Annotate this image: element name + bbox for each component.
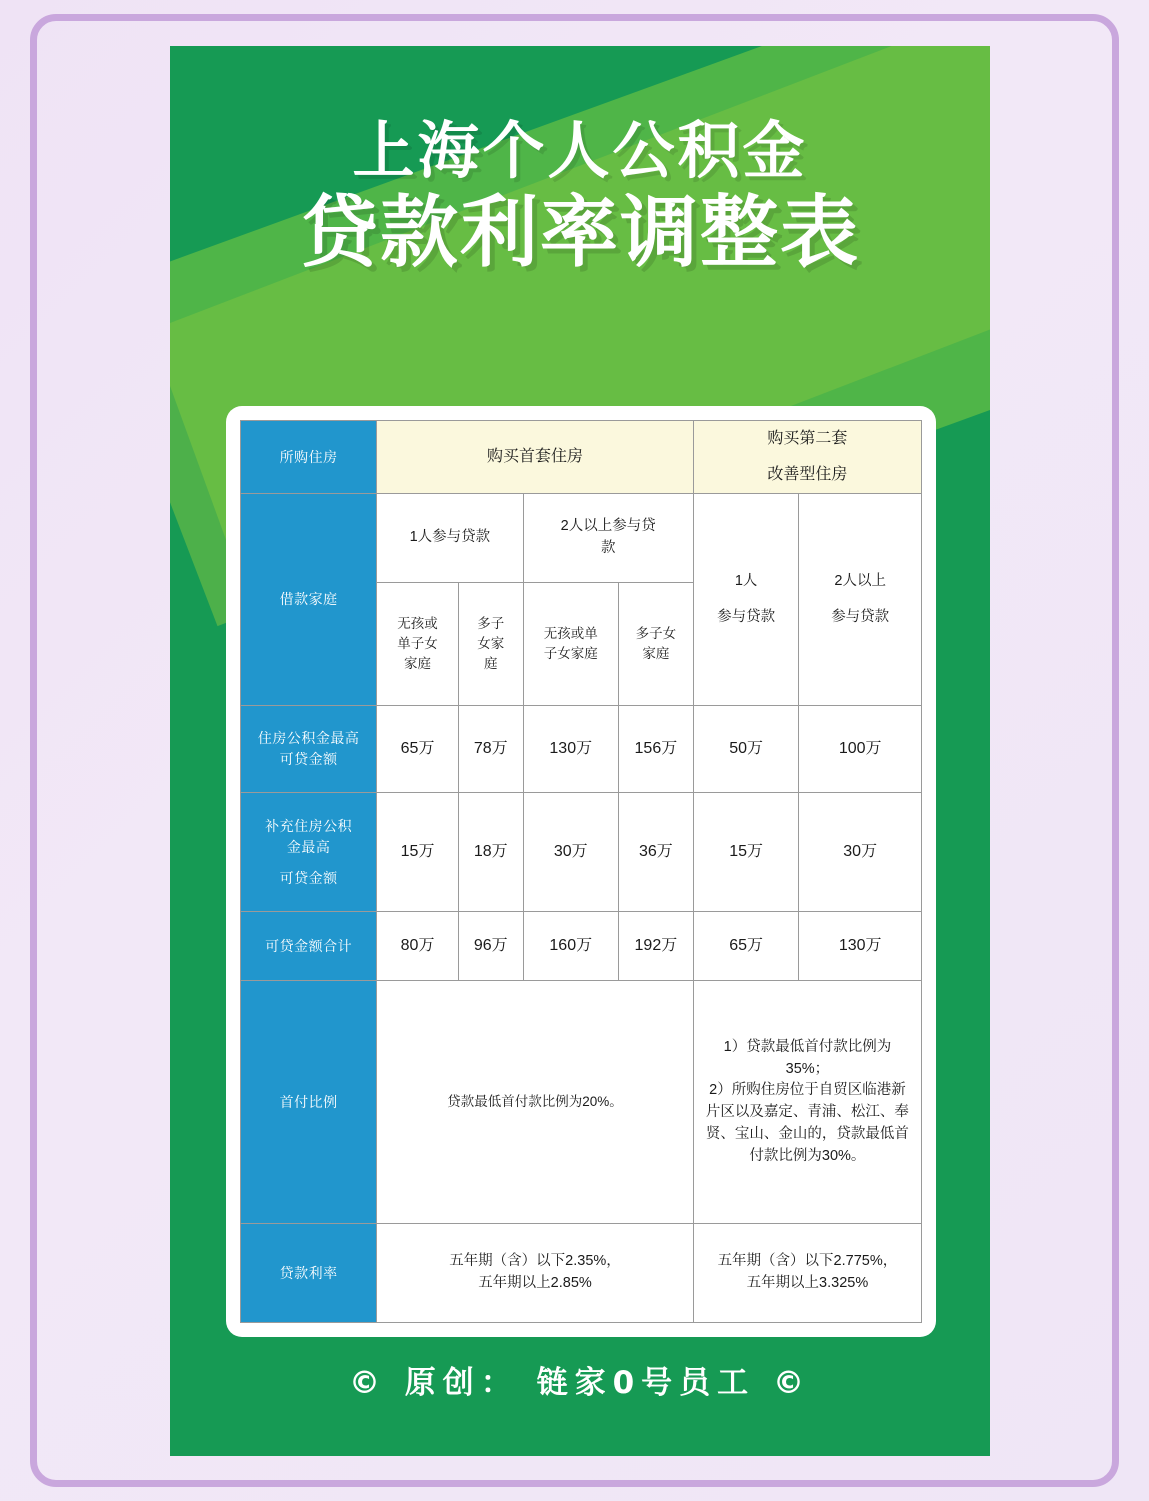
cell-supplement-2: 30万 xyxy=(523,793,618,912)
group-second-one-person xyxy=(693,494,799,706)
cell-down-payment-first: 贷款最低首付款比例为20%。 xyxy=(377,981,694,1224)
group-second-two-line2: 参与贷款 xyxy=(831,608,890,625)
subheader-c2-line1: 多子 xyxy=(477,615,505,631)
cell-total-0: 80万 xyxy=(377,912,459,981)
subheader-multi-child-2p xyxy=(618,583,693,706)
credit-line: © 原创： 链家0号员工 © xyxy=(349,1365,811,1401)
cell-down-payment-second xyxy=(693,981,921,1224)
subheader-multi-child xyxy=(458,583,523,706)
cell-rate-second xyxy=(693,1224,921,1323)
rate-second-line1: 五年期（含）以下2.775%， xyxy=(717,1253,898,1270)
down-payment-second-line5: 贤、宝山、金山的，贷款最低首 xyxy=(705,1125,909,1142)
rate-first-line1: 五年期（含）以下2.35%， xyxy=(449,1253,621,1270)
cell-rate-first xyxy=(377,1224,694,1323)
cell-fund-max-1: 78万 xyxy=(458,706,523,793)
header-second-home-line2: 改善型住房 xyxy=(767,466,848,483)
row-header-fund-max-line2: 可贷金额 xyxy=(279,751,338,767)
row-header-down-payment: 首付比例 xyxy=(241,981,377,1224)
cell-fund-max-5: 100万 xyxy=(799,706,922,793)
subheader-c1-line2: 单子女 xyxy=(397,635,438,651)
group-two-plus-line1: 2人以上参与贷 xyxy=(560,518,656,535)
cell-total-5: 130万 xyxy=(799,912,922,981)
subheader-c1-line3: 家庭 xyxy=(404,656,432,672)
subheader-c3-line1: 无孩或单 xyxy=(543,625,598,641)
cell-supplement-4: 15万 xyxy=(693,793,799,912)
cell-fund-max-2: 130万 xyxy=(523,706,618,793)
subheader-no-or-one-child-2p xyxy=(523,583,618,706)
subheader-c2-line3: 庭 xyxy=(484,656,498,672)
row-header-fund-max-line1: 住房公积金最高 xyxy=(257,730,360,746)
subheader-no-or-one-child xyxy=(377,583,459,706)
table-row-housing-type xyxy=(241,421,922,494)
row-header-total: 可贷金额合计 xyxy=(241,912,377,981)
subheader-c1-line1: 无孩或 xyxy=(397,615,438,631)
group-one-person: 1人参与贷款 xyxy=(377,494,523,583)
group-second-two-plus xyxy=(799,494,922,706)
cell-total-3: 192万 xyxy=(618,912,693,981)
subheader-c4-line2: 家庭 xyxy=(642,646,670,661)
down-payment-second-line3: 2）所购住房位于自贸区临港新 xyxy=(709,1082,906,1099)
header-second-home-line1: 购买第二套 xyxy=(767,430,848,447)
cell-fund-max-0: 65万 xyxy=(377,706,459,793)
header-first-home: 购买首套住房 xyxy=(377,421,694,494)
rate-second-line2: 五年期以上3.325% xyxy=(746,1275,869,1291)
group-second-one-line2: 参与贷款 xyxy=(717,608,776,625)
subheader-c4-line1: 多子女 xyxy=(635,625,677,641)
group-second-two-line1: 2人以上 xyxy=(834,572,886,589)
group-two-plus xyxy=(523,494,693,583)
subheader-c2-line2: 女家 xyxy=(477,635,505,651)
row-header-rate: 贷款利率 xyxy=(241,1224,377,1323)
table-row-total xyxy=(241,912,922,981)
cell-total-4: 65万 xyxy=(693,912,799,981)
down-payment-second-line1: 1）贷款最低首付款比例为 xyxy=(723,1038,892,1055)
table-row-interest-rate xyxy=(241,1224,922,1323)
row-header-supp-line3: 可贷金额 xyxy=(279,869,338,886)
page-title-line1: 上海个人公积金 xyxy=(352,114,808,187)
cell-total-2: 160万 xyxy=(523,912,618,981)
down-payment-second-line2: 35%； xyxy=(785,1060,830,1077)
rate-table-panel xyxy=(226,406,936,1337)
subheader-c3-line2: 子女家庭 xyxy=(543,646,598,661)
table-row-family-groups xyxy=(241,494,922,583)
table-row-fund-max xyxy=(241,706,922,793)
down-payment-second-line4: 片区以及嘉定、青浦、松江、奉 xyxy=(705,1104,909,1120)
row-header-fund-max xyxy=(241,706,377,793)
cell-supplement-5: 30万 xyxy=(799,793,922,912)
cell-fund-max-4: 50万 xyxy=(693,706,799,793)
cell-supplement-0: 15万 xyxy=(377,793,459,912)
table-row-down-payment xyxy=(241,981,922,1224)
row-header-supp-line1: 补充住房公积 xyxy=(265,817,353,834)
group-second-one-line1: 1人 xyxy=(734,572,758,589)
row-header-housing: 所购住房 xyxy=(241,421,377,494)
row-header-family: 借款家庭 xyxy=(241,494,377,706)
cell-supplement-1: 18万 xyxy=(458,793,523,912)
page-title-line2: 贷款利率调整表 xyxy=(299,188,860,279)
row-header-supplement-max xyxy=(241,793,377,912)
rate-table xyxy=(240,420,922,1323)
header-second-home xyxy=(693,421,921,494)
cell-supplement-3: 36万 xyxy=(618,793,693,912)
group-two-plus-line2: 款 xyxy=(600,540,616,556)
cell-fund-max-3: 156万 xyxy=(618,706,693,793)
title-block xyxy=(170,46,990,279)
poster-card xyxy=(170,46,990,1456)
rate-first-line2: 五年期以上2.85% xyxy=(478,1275,592,1291)
down-payment-second-line6: 付款比例为30%。 xyxy=(749,1147,866,1164)
cell-total-1: 96万 xyxy=(458,912,523,981)
table-row-supplement-max xyxy=(241,793,922,912)
row-header-supp-line2: 金最高 xyxy=(286,838,331,855)
